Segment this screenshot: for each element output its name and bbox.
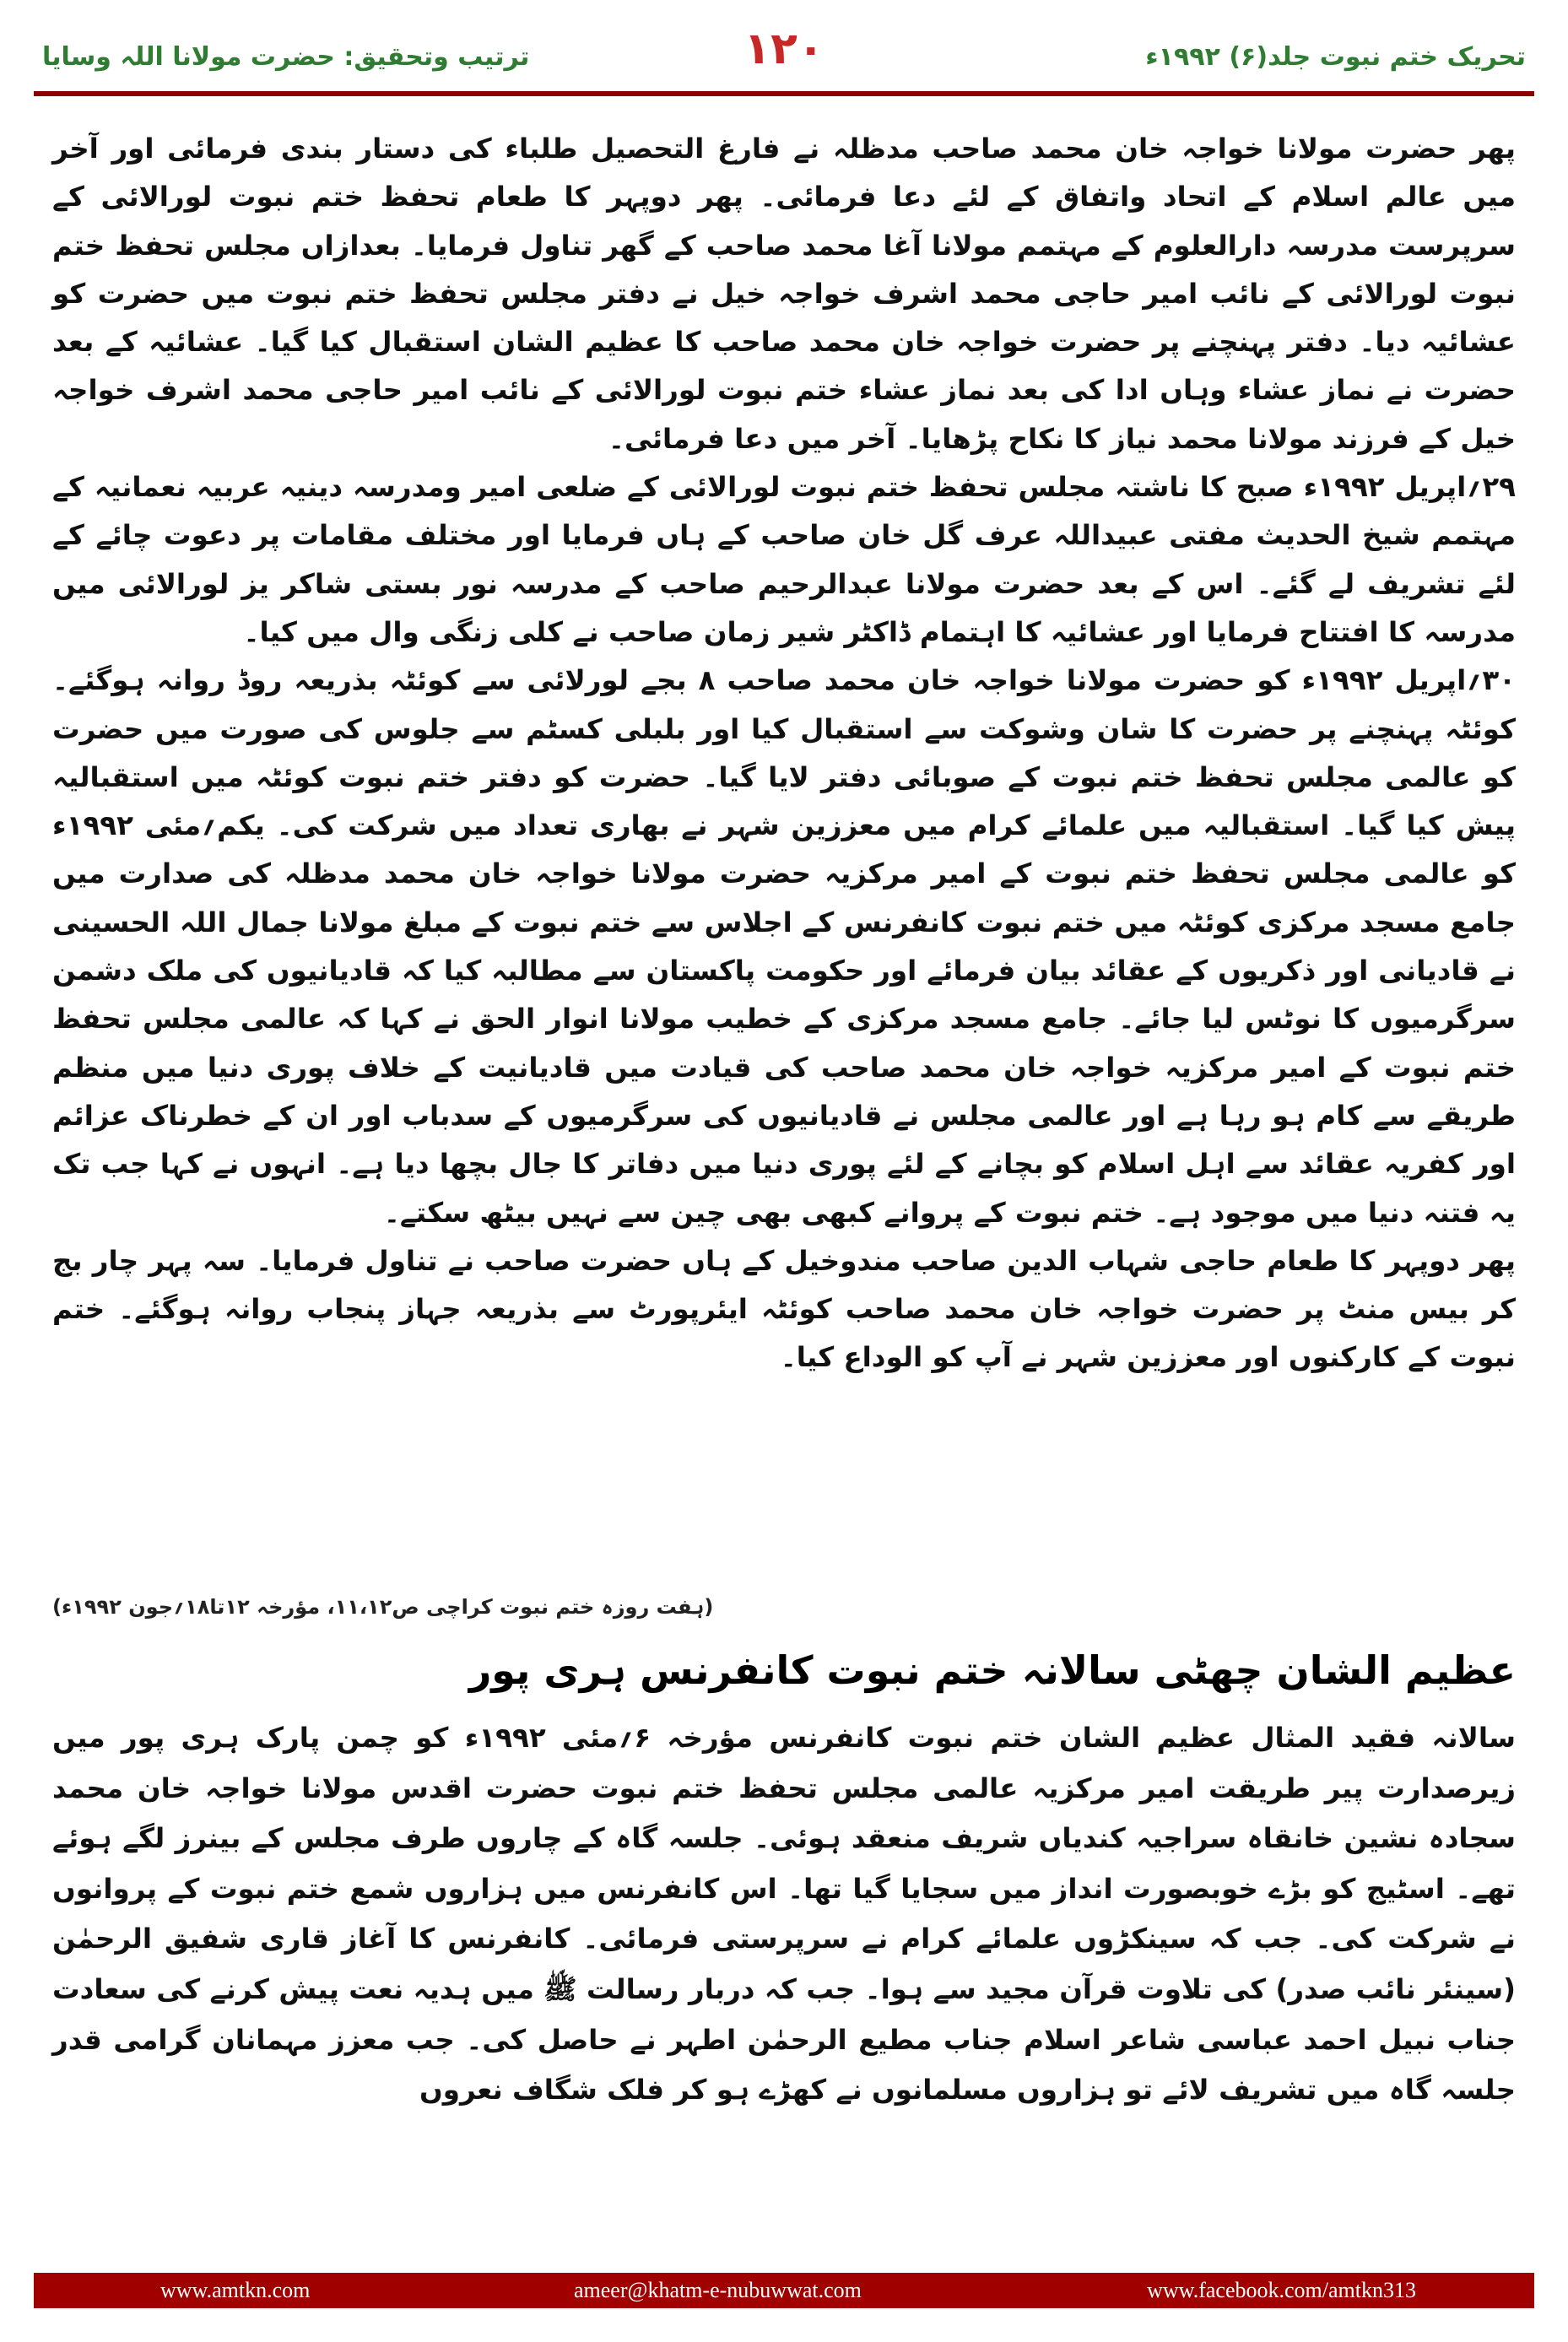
paragraph: پھر حضرت مولانا خواجہ خان محمد صاحب مدظلہ نے فارغ التحصیل طلباء کی دستار بندی فرمائی اور آخر میں عالم اسلام کے اتحاد واتفاق کے لئے دعا فرمائی۔ پھر دوپہر کا طعام تحفظ ختم نبوت لورالائی کے سرپرست مدرسہ دارالعلوم کے مہتمم مولانا آغا محمد صاحب کے گھر تناول فرمایا۔ بعدازاں مجلس تحفظ ختم نبوت لورالائی کے نائب امیر حاجی محمد اشرف خواجہ خیل نے دفتر مجلس تحفظ ختم نبوت میں حضرت کو عشائیہ دیا۔ دفتر پہنچنے پر حضرت خواجہ خان محمد صاحب کا عظیم الشان استقبال کیا گیا۔ عشائیہ کے بعد حضرت نے نماز عشاء وہاں ادا کی بعد نماز عشاء ختم نبوت لورالائی کے نائب امیر حاجی محمد اشرف خواجہ خیل کے فرزند مولانا محمد نیاز کا نکاح پڑھایا۔ آخر میں دعا فرمائی۔ <box>52 133 1516 455</box>
paragraph: ۲۹؍اپریل ۱۹۹۲ء صبح کا ناشتہ مجلس تحفظ ختم نبوت لورالائی کے ضلعی امیر ومدرسہ دینیہ عربیہ نعمانیہ کے مہتمم شیخ الحدیث مفتی عبیداللہ عرف گل خان صاحب کے ہاں فرمایا اور مختلف مقامات پر دعوت چائے کے لئے تشریف لے گئے۔ اس کے بعد حضرت مولانا عبدالرحیم صاحب کے مدرسہ نور بستی شاکر یز لورالائی میں مدرسہ کا افتتاح فرمایا اور عشائیہ کا اہتمام ڈاکٹر شیر زمان صاحب نے کلی زنگی وال میں کیا۔ <box>52 471 1516 648</box>
paragraph: ۳۰؍اپریل ۱۹۹۲ء کو حضرت مولانا خواجہ خان محمد صاحب ۸ بجے لورلائی سے کوئٹہ بذریعہ روڈ روانہ ہوگئے۔ کوئٹہ پہنچنے پر حضرت کا شان وشوکت سے استقبال کیا اور بلبلی کسٹم سے جلوس کی صورت میں حضرت کو عالمی مجلس تحفظ ختم نبوت کے صوبائی دفتر لایا گیا۔ حضرت کو دفتر ختم نبوت کوئٹہ میں استقبالیہ پیش کیا گیا۔ استقبالیہ میں علمائے کرام میں معززین شہر نے بھاری تعداد میں شرکت کی۔ یکم؍مئی ۱۹۹۲ء کو عالمی مجلس تحفظ ختم نبوت کے امیر مرکزیہ حضرت مولانا خواجہ خان محمد مدظلہ کی صدارت میں جامع مسجد مرکزی کوئٹہ میں ختم نبوت کانفرنس کے اجلاس سے ختم نبوت کے مبلغ مولانا جمال اللہ الحسینی نے قادیانی اور ذکریوں کے عقائد بیان فرمائے اور حکومت پاکستان سے مطالبہ کیا کہ قادیانیوں کی ملک دشمن سرگرمیوں کا نوٹس لیا جائے۔ جامع مسجد مرکزی کے خطیب مولانا انوار الحق نے کہا کہ عالمی مجلس تحفظ ختم نبوت کے امیر مرکزیہ خواجہ خان محمد صاحب کی قیادت میں قادیانیت کے خلاف پوری دنیا میں منظم طریقے سے کام ہو رہا ہے اور عالمی مجلس نے قادیانیوں کی سرگرمیوں کے سدباب اور ان کے خطرناک عزائم اور کفریہ عقائد سے اہل اسلام کو بچانے کے لئے پوری دنیا میں دفاتر کا جال بچھا دیا ہے۔ انہوں نے کہا جب تک یہ فتنہ دنیا میں موجود ہے۔ ختم نبوت کے پروانے کبھی بھی چین سے نہیں بیٹھ سکتے۔ <box>52 664 1516 1229</box>
footer-facebook-link[interactable]: www.facebook.com/amtkn313 <box>1147 2278 1416 2302</box>
section-heading: عظیم الشان چھٹی سالانہ ختم نبوت کانفرنس ہری پور <box>468 1647 1516 1693</box>
footer-email-link[interactable]: ameer@khatm-e-nubuwwat.com <box>574 2278 862 2302</box>
header-book-title: تحریک ختم نبوت جلد(۶) ۱۹۹۲ء <box>1145 42 1526 72</box>
paragraph: پھر دوپہر کا طعام حاجی شہاب الدین صاحب مندوخیل کے ہاں حضرت صاحب نے تناول فرمایا۔ سہ پہر چار بج کر بیس منٹ پر حضرت خواجہ خان محمد صاحب کوئٹہ ایئرپورٹ سے بذریعہ جہاز پنجاب روانہ ہوگئے۔ ختم نبوت کے کارکنوں اور معززین شہر نے آپ کو الوداع کیا۔ <box>52 1244 1516 1374</box>
source-note: (ہفت روزہ ختم نبوت کراچی ص۱۱،۱۲، مؤرخہ ۱۲تا۱۸؍جون ۱۹۹۲ء) <box>52 1595 714 1619</box>
page-header <box>34 24 1534 84</box>
paragraph: سالانہ فقید المثال عظیم الشان ختم نبوت کانفرنس مؤرخہ ۶؍مئی ۱۹۹۲ء کو چمن پارک ہری پور میں زیرصدارت پیر طریقت امیر مرکزیہ عالمی مجلس تحفظ ختم نبوت حضرت اقدس مولانا خواجہ خان محمد سجادہ نشین خانقاہ سراجیہ کندیاں شریف منعقد ہوئی۔ جلسہ گاہ کے چاروں طرف مجلس کے بینرز لگے ہوئے تھے۔ اسٹیج کو بڑے خوبصورت انداز میں سجایا گیا تھا۔ اس کانفرنس میں ہزاروں شمع ختم نبوت کے پروانوں نے شرکت کی۔ جب کہ سینکڑوں علمائے کرام نے سرپرستی فرمائی۔ کانفرنس کا آغاز قاری شفیق الرحمٰن (سینئر نائب صدر) کی تلاوت قرآن مجید سے ہوا۔ جب کہ دربار رسالت ﷺ میں ہدیہ نعت پیش کرنے کی سعادت جناب نبیل احمد عباسی شاعر اسلام جناب مطیع الرحمٰن اطہر نے حاصل کی۔ جب معزز مہمانان گرامی قدر جلسہ گاہ میں تشریف لائے تو ہزاروں مسلمانوں نے کھڑے ہو کر فلک شگاف نعروں <box>52 1722 1516 2107</box>
header-divider <box>34 91 1534 96</box>
footer-website-link[interactable]: www.amtkn.com <box>160 2278 311 2302</box>
page-number: ۱۲۰ <box>743 24 825 74</box>
body-text <box>52 125 1516 1382</box>
header-compiler: ترتیب وتحقیق: حضرت مولانا اللہ وسایا <box>42 42 530 72</box>
section-body <box>52 1713 1516 2116</box>
page-footer <box>34 2273 1534 2308</box>
